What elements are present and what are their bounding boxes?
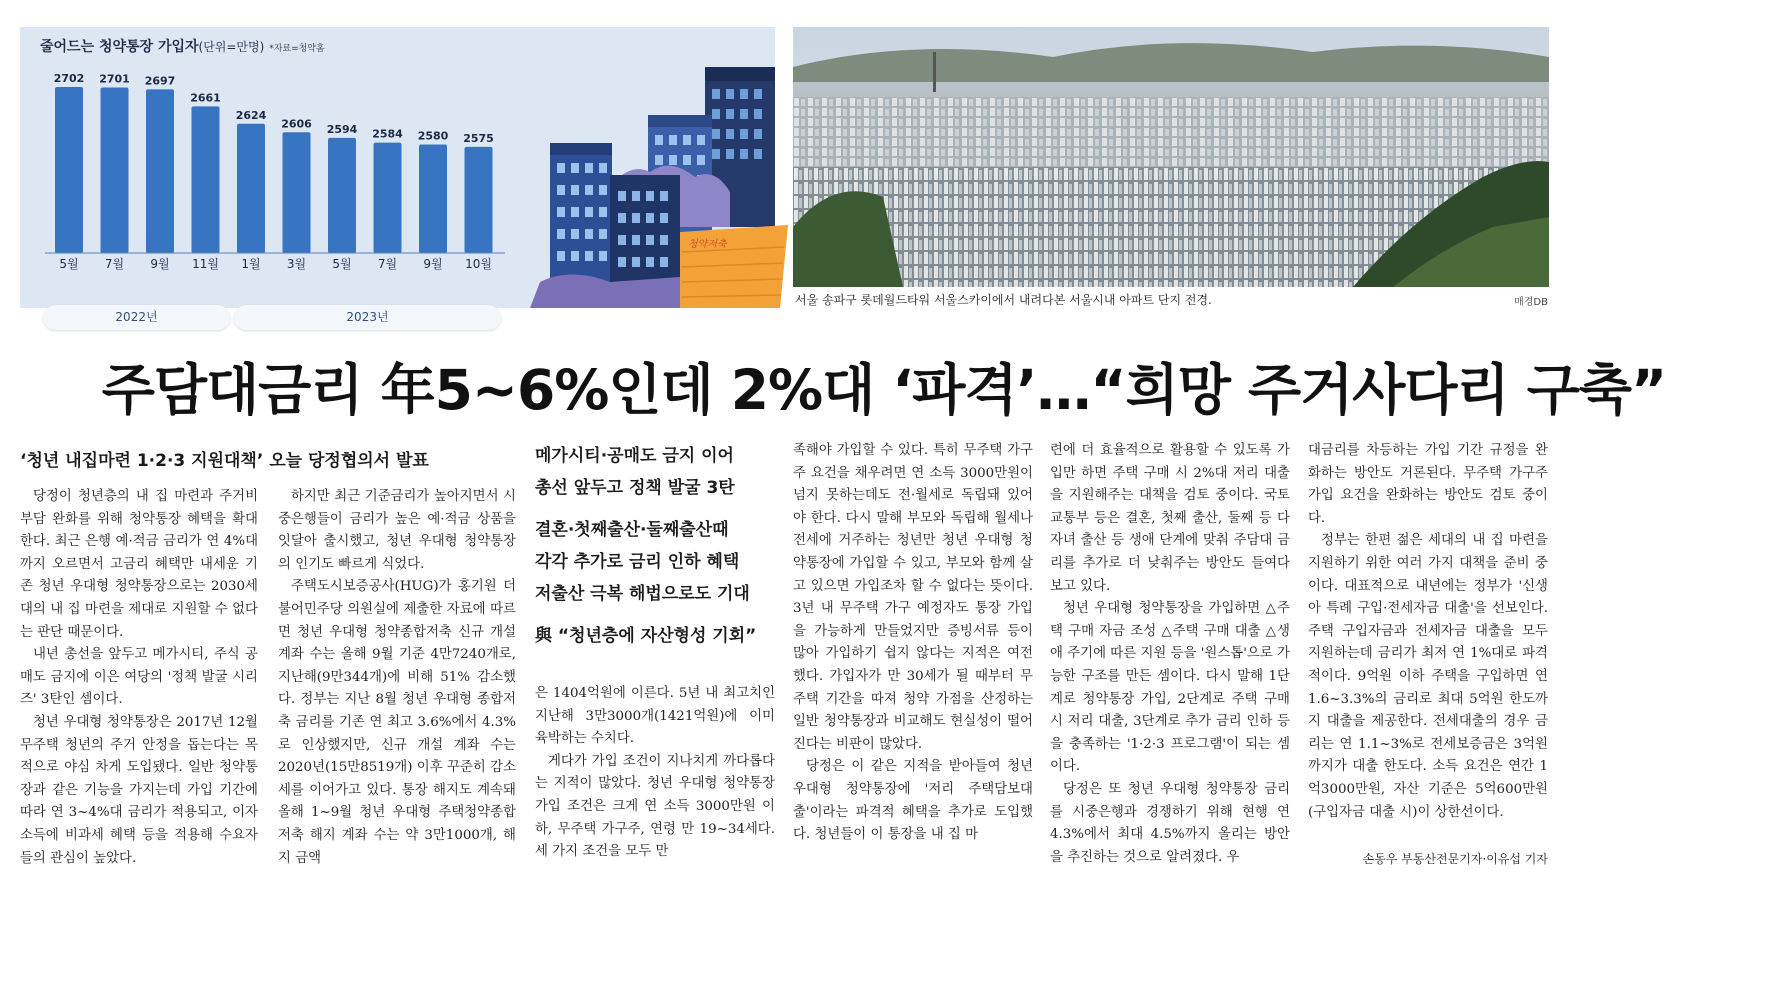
bar-value-label: 2661 [190,91,221,105]
category-label: 5월 [59,257,79,271]
secondary-subheads [535,440,775,652]
bar-7 [374,143,402,253]
article-column-3 [535,683,775,864]
article-column-5 [1050,440,1290,869]
bar-3 [192,106,220,253]
bar-value-label: 2584 [372,127,403,141]
bar-value-label: 2594 [326,122,358,136]
seoul-skyline-image [793,27,1549,287]
article-column-1 [20,486,258,870]
chart-unit: (단위=만명) [198,40,265,54]
photo-credit: 매경DB [1514,297,1548,308]
subhead-line: 총선 앞두고 정책 발굴 3탄 [535,478,735,498]
paragraph: 련에 더 효율적으로 활용할 수 있도록 가입만 하면 주택 구매 시 2%대 저리 대출을 지원해주는 대책을 검토 중이다. 국토교통부 등은 결혼, 첫째 출산, 둘째 등 다자녀 출산 등 생애 단계에 맞춰 주담대 금리를 추가로 더 낮춰주는 방안도 들여다보고 있다. [1050,443,1290,594]
chart-title-block [40,36,325,56]
category-label: 9월 [423,257,443,271]
paragraph: 은 1404억원에 이른다. 5년 내 최고치인 지난해 3만3000개(1421억원)에 이미 육박하는 수치다. [535,686,775,747]
paragraph: 하지만 최근 기준금리가 높아지면서 시중은행들이 금리가 높은 예·적금 상품을 잇달아 출시했고, 청년 우대형 청약통장의 인기도 빠르게 식었다. [278,489,516,572]
bar-9 [465,147,493,253]
bar-value-label: 2575 [463,131,494,145]
paragraph: 당정이 청년층의 내 집 마련과 주거비 부담 완화를 위해 청약통장 혜택을 확대한다. 최근 은행 예·적금 금리가 연 4%대까지 오르면서 고금리 혜택만 내세운 기존 청년 우대형 청약통장으로는 2030세대의 내 집 마련을 제대로 지원할 수 없다는 판단 때문이다. [20,489,258,640]
category-label: 1월 [241,257,261,271]
paragraph: 정부는 한편 젊은 세대의 내 집 마련을 지원하기 위한 여러 가지 대책을 준비 중이다. 대표적으로 내년에는 정부가 '신생아 특례 구입·전세자금 대출'을 선보인다. 주택 구입자금과 전세자금 대출을 모두 지원하는데 금리가 최저 연 1%대로 파격적이다. 9억원 이하 주택을 구입하면 연 1.6~3.3%의 금리로 최대 5억원 한도까지 대출을 제공한다. 전세대출의 경우 금리는 연 1.1~3%로 전세보증금은 3억원까지가 대출 한도다. 소득 요건은 연간 1억3000만원, 자산 기준은 5억600만원(구입자금 대출 시)이 상한선이다. [1308,533,1548,820]
subscribers-infographic [20,27,775,324]
byline: 손동우 부동산전문기자·이유섭 기자 [1362,852,1548,866]
main-subhead: ‘청년 내집마련 1·2·3 지원대책’ 오늘 당정협의서 발표 [20,451,429,471]
paragraph: 족해야 가입할 수 있다. 특히 무주택 가구주 요건을 채우려면 연 소득 3000만원이 넘지 못하는데도 전·월세로 독립돼 있어야 한다. 다시 말해 부모와 독립해 월세나 전세에 거주하는 청년만 청년 우대형 청약통장에 가입할 수 있고, 부모와 함께 살고 있으면 가입조차 할 수 없다는 뜻이다. 3년 내 무주택 가구 예정자도 통장 가입을 가능하게 만들었지만 증빙서류 등이 많아 가입하기 쉽지 않다는 지적은 여전했다. 가입자가 만 30세가 될 때부터 무주택 기간을 따져 청약 가점을 산정하는 일반 청약통장과 비교해도 현실성이 떨어진다는 비판이 많았다. [793,443,1033,752]
category-label: 7월 [104,257,125,271]
subhead-line: 결혼·첫째출산·둘째출산때 [535,520,729,540]
bar-value-label: 2580 [417,129,449,143]
bar-0 [55,87,83,253]
bar-chart [20,27,530,308]
article-column-4 [793,440,1033,847]
bar-value-label: 2702 [53,72,85,85]
bar-value-label: 2701 [99,72,130,86]
paragraph: 대금리를 차등하는 가입 기간 규정을 완화하는 방안도 거론된다. 무주택 가구주 가입 요건을 완화하는 방안도 검토 중이다. [1308,443,1548,526]
bar-4 [237,124,265,253]
article-column-2 [278,486,516,870]
book-label: 청약저축 [688,239,727,250]
chart-source: *자료=청약홈 [269,44,325,54]
bar-6 [328,138,356,253]
paragraph: 청년 우대형 청약통장은 2017년 12월 무주택 청년의 주거 안정을 돕는다는 목적으로 야심 차게 도입됐다. 일반 청약통장과 같은 기능을 가지는데 가입 기간에 따라 연 3~4%대 금리가 적용되고, 이자소득에 비과세 혜택 등을 적용해 수요자들의 관심이 높았다. [20,714,258,866]
bar-8 [419,145,447,253]
bar-value-label: 2624 [235,108,267,122]
paragraph: 당정은 이 같은 지적을 받아들여 청년 우대형 청약통장에 '저리 주택담보대출'이라는 파격적 혜택을 추가로 도입했다. 청년들이 이 통장을 내 집 마 [793,759,1033,843]
paragraph: 주택도시보증공사(HUG)가 홍기원 더불어민주당 의원실에 제출한 자료에 따르면 청년 우대형 청약종합저축 신규 개설 계좌 수는 올해 9월 기준 4만7240개로, 지난해(9만344개)에 비해 51% 감소했다. 정부는 지난 8월 청년 우대형 종합저축 금리를 기존 연 최고 3.6%에서 4.3%로 인상했지만, 신규 개설 계좌 수는 2020년(15만8519개) 이후 꾸준히 감소세를 이어가고 있다. 통장 해지도 계속돼 올해 1~9월 청년 우대형 주택청약종합저축 해지 계좌 수는 약 3만1000개, 해지 금액 [278,579,516,866]
category-label: 11월 [192,257,219,271]
subhead-line: 각각 추가로 금리 인하 혜택 [535,552,740,572]
subhead-line: 저출산 극복 해법으로도 기대 [535,584,750,604]
year-label-2023: 2023년 [234,305,501,330]
subhead-line: 與 “청년층에 자산형성 기회” [535,626,757,646]
category-label: 5월 [332,257,352,271]
chart-title: 줄어드는 청약통장 가입자 [40,39,199,55]
subhead-line: 메가시티·공매도 금지 이어 [535,446,734,466]
paragraph: 게다가 가입 조건이 지나치게 까다롭다는 지적이 많았다. 청년 우대형 청약통장 가입 조건은 크게 연 소득 3000만원 이하, 무주택 가구주, 연령 만 19~34세다. 세 가지 조건을 모두 만 [535,753,775,860]
article-headline: 주담대금리 年5~6%인데 2%대 ‘파격’…“희망 주거사다리 구축” [101,358,1667,422]
bar-value-label: 2697 [144,74,176,88]
bar-1 [101,87,129,253]
apartment-buildings-illustration [530,67,790,308]
category-label: 10월 [465,257,492,271]
category-label: 9월 [150,257,170,271]
year-label-2022: 2022년 [43,305,230,330]
paragraph: 내년 총선을 앞두고 메가시티, 주식 공매도 금지에 이은 여당의 '정책 발굴 시리즈' 3탄인 셈이다. [20,647,258,708]
city-apartments-photo [793,27,1549,287]
paragraph: 당정은 또 청년 우대형 청약통장 금리를 시중은행과 경쟁하기 위해 현행 연 4.3%에서 최대 4.5%까지 올리는 방안을 추진하는 것으로 알려졌다. 우 [1050,781,1290,865]
bar-2 [146,89,174,253]
category-label: 3월 [286,257,307,271]
photo-caption: 서울 송파구 롯데월드타워 서울스카이에서 내려다본 서울시내 아파트 단지 전경. [795,293,1212,307]
paragraph: 청년 우대형 청약통장을 가입하면 △주택 구매 자금 조성 △주택 구매 대출 △생애 주기에 따른 지원 등을 '원스톱'으로 가능한 구조를 만든 셈이다. 다시 말해 1단계로 청약통장 가입, 2단계로 주택 구매 시 저리 대출, 3단계로 추가 금리 인하 등을 충족하는 '1·2·3 프로그램'이 되는 셈이다. [1050,601,1290,775]
bar-value-label: 2606 [281,117,312,131]
bar-5 [283,132,311,253]
category-label: 7월 [377,257,398,271]
article-column-6 [1308,440,1548,824]
